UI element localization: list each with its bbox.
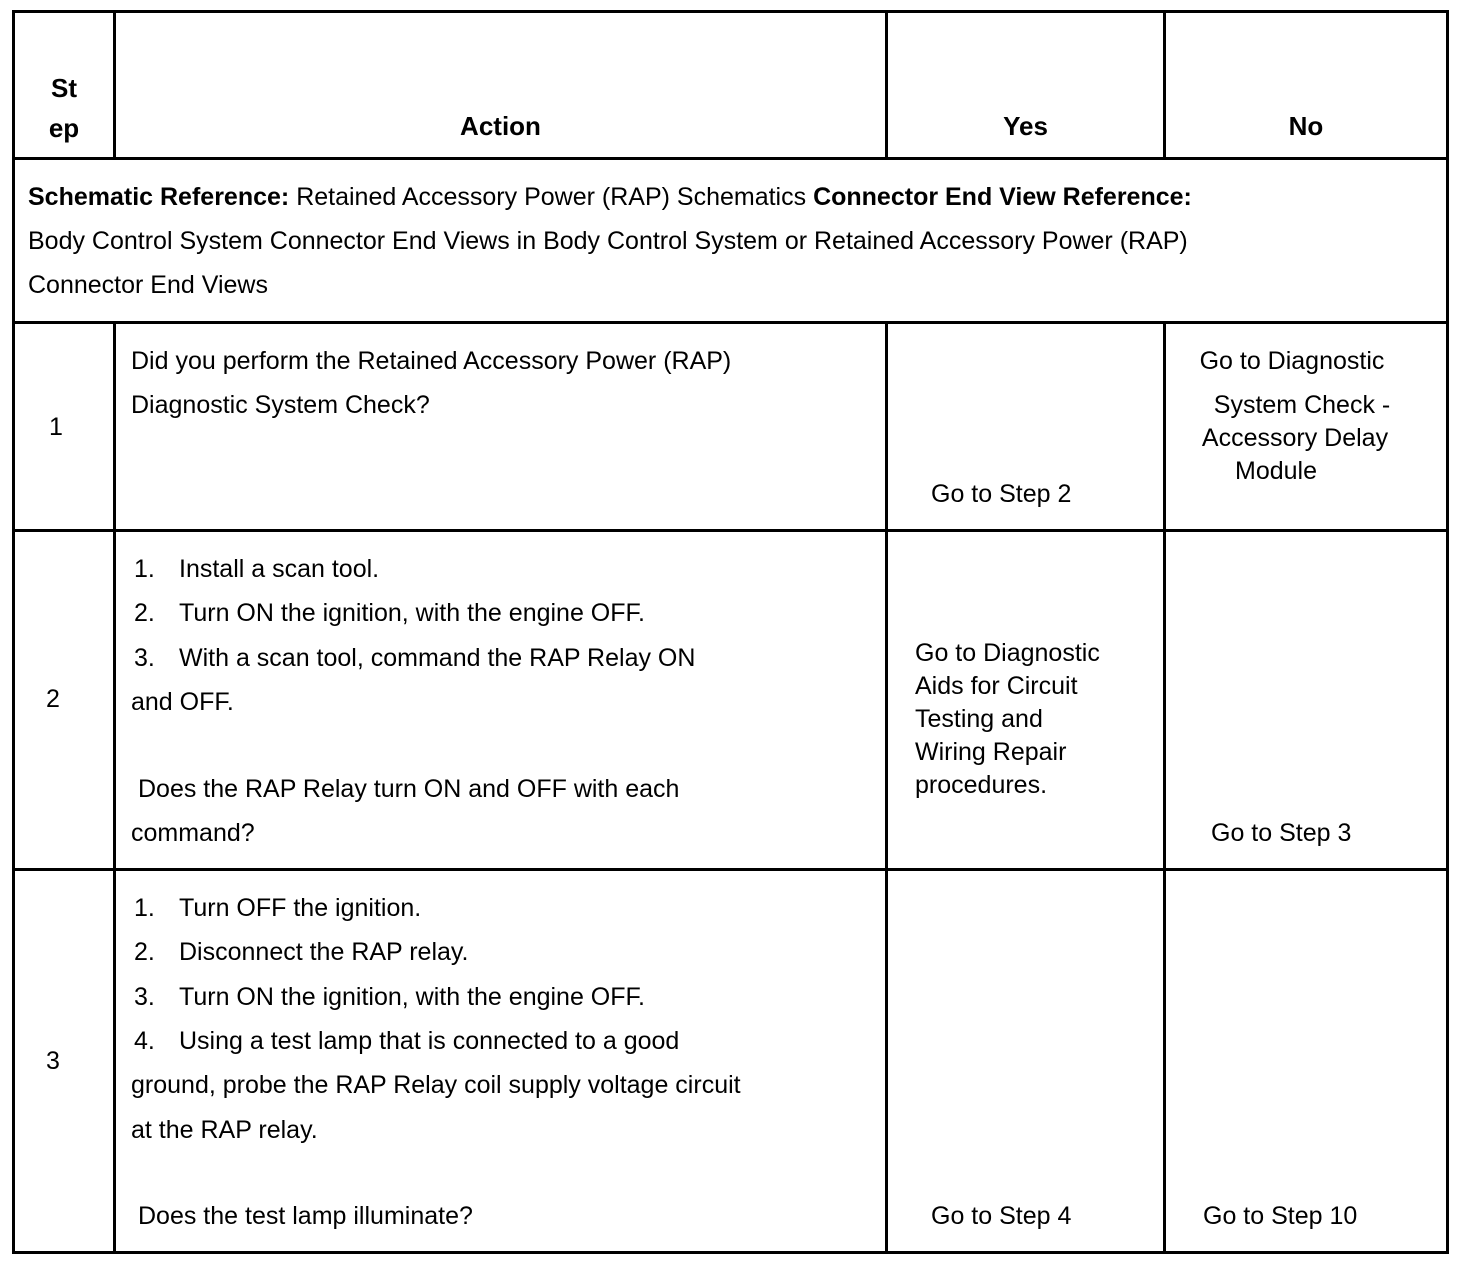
header-step bbox=[15, 68, 113, 148]
step-number-3: 3 bbox=[46, 1047, 60, 1075]
connector-reference-label: Connector End View Reference: bbox=[813, 183, 1192, 211]
header-step-line2: ep bbox=[48, 113, 80, 143]
row1-yes-link[interactable]: Go to Step 2 bbox=[931, 480, 1072, 508]
step-number-2: 2 bbox=[46, 685, 60, 713]
row1-no-link-line2[interactable]: System Check - bbox=[1213, 391, 1391, 419]
row-divider-2 bbox=[12, 868, 1449, 871]
schematic-reference-link[interactable]: Retained Accessory Power (RAP) Schematics bbox=[296, 183, 807, 211]
row3-item2-text: Disconnect the RAP relay. bbox=[179, 938, 469, 966]
table-border-right bbox=[1446, 10, 1449, 1254]
row2-yes-link-line1[interactable]: Go to Diagnostic bbox=[915, 639, 1100, 667]
row3-no-link[interactable]: Go to Step 10 bbox=[1203, 1202, 1358, 1230]
row3-yes-link[interactable]: Go to Step 4 bbox=[931, 1202, 1072, 1230]
table-border-bottom bbox=[12, 1251, 1449, 1254]
header-action: Action bbox=[460, 111, 541, 141]
row2-item2-text: Turn ON the ignition, with the engine OFF. bbox=[179, 599, 645, 627]
col-divider-action bbox=[113, 321, 116, 1254]
row2-no-link[interactable]: Go to Step 3 bbox=[1211, 819, 1352, 847]
row3-item4-continuation-line1: ground, probe the RAP Relay coil supply voltage circuit bbox=[131, 1071, 741, 1099]
connector-reference-link-line1[interactable]: Body Control System Connector End Views in Body Control System or Retained Accessory Power (RAP) bbox=[28, 227, 1188, 255]
row2-yes-link-line2[interactable]: Aids for Circuit bbox=[915, 672, 1078, 700]
connector-reference-link-line2[interactable]: Connector End Views bbox=[28, 271, 268, 299]
row2-item3-continuation: and OFF. bbox=[131, 688, 234, 716]
row3-item3-number: 3. bbox=[134, 983, 155, 1011]
row3-item4-text: Using a test lamp that is connected to a good bbox=[179, 1027, 680, 1055]
col-divider-yes bbox=[885, 321, 888, 1254]
row2-yes-link-line3[interactable]: Testing and bbox=[915, 705, 1043, 733]
row3-item1-number: 1. bbox=[134, 894, 155, 922]
row3-item4-number: 4. bbox=[134, 1027, 155, 1055]
header-no: No bbox=[1288, 111, 1324, 141]
row2-question-line1: Does the RAP Relay turn ON and OFF with each bbox=[138, 775, 680, 803]
header-divider bbox=[12, 157, 1449, 160]
row2-item3-number: 3. bbox=[134, 644, 155, 672]
row2-item2-number: 2. bbox=[134, 599, 155, 627]
header-step-line1: St bbox=[51, 73, 77, 103]
step-number-1: 1 bbox=[49, 413, 63, 441]
reference-divider bbox=[12, 321, 1449, 324]
table-border-top bbox=[12, 10, 1449, 13]
row2-item3-text: With a scan tool, command the RAP Relay ON bbox=[179, 644, 696, 672]
row1-action-line2: Diagnostic System Check? bbox=[131, 391, 430, 419]
row-divider-1 bbox=[12, 529, 1449, 532]
row2-item1-number: 1. bbox=[134, 555, 155, 583]
row1-action-line1: Did you perform the Retained Accessory Power (RAP) bbox=[131, 347, 732, 375]
row3-question: Does the test lamp illuminate? bbox=[138, 1202, 473, 1230]
row1-no-link-line1[interactable]: Go to Diagnostic bbox=[1199, 347, 1385, 375]
schematic-reference-label: Schematic Reference: bbox=[28, 183, 290, 211]
row2-question-line2: command? bbox=[131, 819, 255, 847]
row3-item3-text: Turn ON the ignition, with the engine OFF. bbox=[179, 983, 645, 1011]
row3-item4-continuation-line2: at the RAP relay. bbox=[131, 1116, 318, 1144]
row2-item1-text: Install a scan tool. bbox=[179, 555, 380, 583]
row2-yes-link-line4[interactable]: Wiring Repair bbox=[915, 738, 1067, 766]
header-yes: Yes bbox=[1003, 111, 1048, 141]
reference-line-1 bbox=[28, 175, 1192, 219]
row1-no-link-line3[interactable]: Accessory Delay bbox=[1201, 424, 1389, 452]
row2-yes-link-line5[interactable]: procedures. bbox=[915, 771, 1048, 799]
row1-no-link-line4[interactable]: Module bbox=[1235, 457, 1317, 485]
row3-item2-number: 2. bbox=[134, 938, 155, 966]
row3-item1-text: Turn OFF the ignition. bbox=[179, 894, 422, 922]
